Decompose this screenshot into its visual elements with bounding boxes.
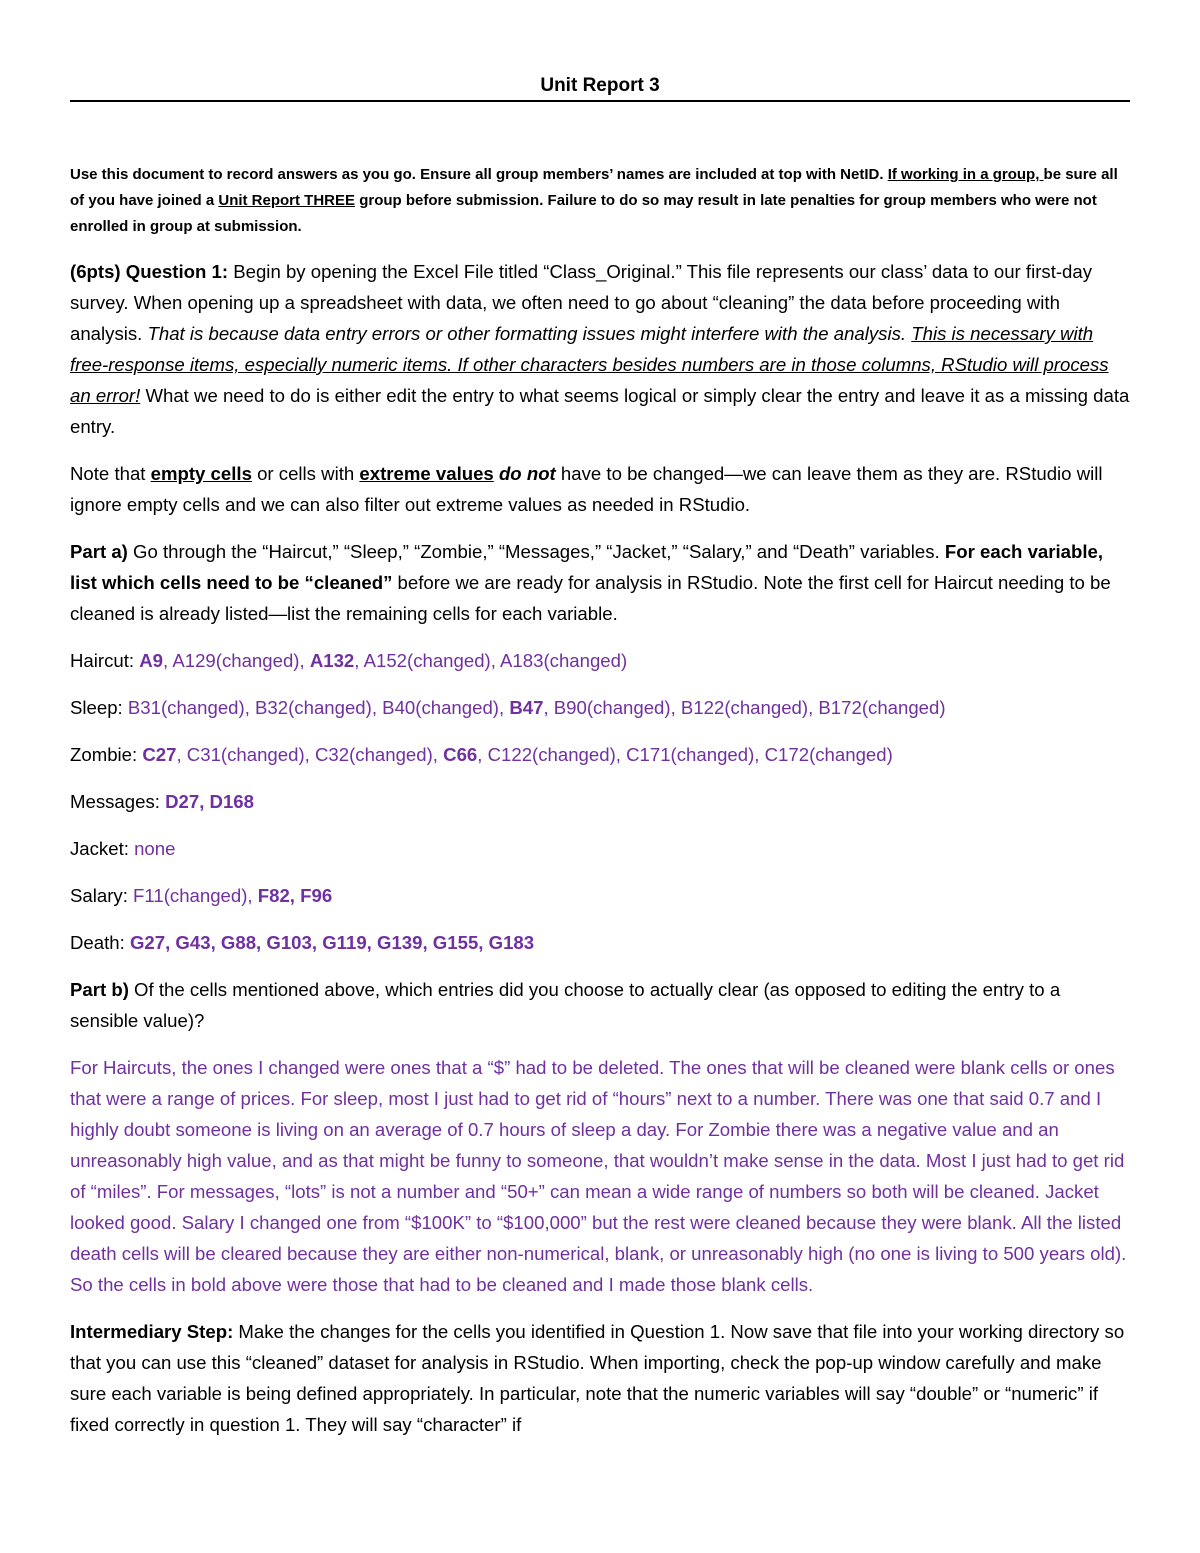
sleep-line bbox=[70, 692, 1130, 723]
question-1-warning: This is necessary with free-response items, especially numeric items. If other characters besides numbers are in those columns, RStudio will process an error! bbox=[70, 323, 1109, 406]
jacket-cells: none bbox=[134, 838, 176, 859]
salary-label: Salary: bbox=[70, 885, 134, 906]
question-1-text-2: What we need to do is either edit the entry to what seems logical or simply clear the entry and leave it as a missing data entry. bbox=[70, 385, 1130, 437]
question-1-paragraph bbox=[70, 256, 1130, 442]
note-paragraph bbox=[70, 458, 1130, 520]
note-text-3: have to be changed—we can leave them as they are. RStudio will ignore empty cells and we can also filter out extreme values as needed in RStudio. bbox=[70, 463, 1103, 515]
haircut-cells: , A129(changed), bbox=[163, 650, 310, 671]
haircut-label: Haircut: bbox=[70, 650, 140, 671]
question-1-label: (6pts) Question 1: bbox=[70, 261, 229, 282]
jacket-label: Jacket: bbox=[70, 838, 135, 859]
part-b-text: Of the cells mentioned above, which entries did you choose to actually clear (as opposed to editing the entry to a sensible value)? bbox=[70, 979, 1061, 1031]
part-a-text-2: before we are ready for analysis in RStudio. Note the first cell for Haircut needing to be cleaned is already listed—list the remaining cells for each variable. bbox=[70, 572, 1111, 624]
intro-group-name: Unit Report THREE bbox=[218, 192, 356, 209]
question-1-text: Begin by opening the Excel File titled “Class_Original.” This file represents our class’ data to our first-day survey. When opening up a spreadsheet with data, we often need to go about “cleaning” the data before proceeding with analysis. bbox=[70, 261, 1093, 344]
haircut-line bbox=[70, 645, 1130, 676]
zombie-cells-2: , C122(changed), C171(changed), C172(changed) bbox=[477, 744, 893, 765]
jacket-line bbox=[70, 833, 1130, 864]
note-extreme-values: extreme values bbox=[359, 463, 494, 484]
part-a-instruction: For each variable, list which cells need to be “cleaned” bbox=[70, 541, 1104, 593]
question-1-italic: That is because data entry errors or other formatting issues might interfere with the analysis. bbox=[147, 323, 912, 344]
intermediary-step-paragraph bbox=[70, 1316, 1130, 1440]
sleep-label: Sleep: bbox=[70, 697, 128, 718]
death-label: Death: bbox=[70, 932, 130, 953]
intro-paragraph bbox=[70, 162, 1130, 240]
death-cells: G27, G43, G88, G103, G119, G139, G155, G183 bbox=[129, 932, 535, 953]
messages-cells: D27, D168 bbox=[165, 791, 254, 812]
sleep-cells: B31(changed), B32(changed), B40(changed), bbox=[127, 697, 510, 718]
zombie-label: Zombie: bbox=[70, 744, 143, 765]
note-text-2: or cells with bbox=[251, 463, 360, 484]
intermediary-step-text: Make the changes for the cells you identified in Question 1. Now save that file into your working directory so that you can use this “cleaned” dataset for analysis in RStudio. When importing, check the pop-up window carefully and make sure each variable is being defined appropriately. In particular, note that the numeric variables will say “double” or “numeric” if fixed correctly in question 1. They will say “character” if bbox=[70, 1321, 1125, 1435]
intermediary-step-label: Intermediary Step: bbox=[70, 1321, 234, 1342]
intro-text: Use this document to record answers as you go. Ensure all group members’ names are included at top with NetID. bbox=[70, 166, 888, 183]
haircut-cells-2: , A152(changed), A183(changed) bbox=[354, 650, 628, 671]
intro-text-2: be sure all of you have joined a bbox=[70, 166, 1118, 209]
messages-line bbox=[70, 786, 1130, 817]
sleep-cells-2: , B90(changed), B122(changed), B172(changed) bbox=[543, 697, 946, 718]
title-divider bbox=[70, 100, 1130, 102]
zombie-cells: , C31(changed), C32(changed), bbox=[176, 744, 444, 765]
haircut-cell-bold-2: A132 bbox=[309, 650, 355, 671]
part-b-answer: For Haircuts, the ones I changed were ones that a “$” had to be deleted. The ones that will be cleaned were blank cells or ones that were a range of prices. For sleep, most I just had to get rid of “hours” next to a number. There was one that said 0.7 and I highly doubt someone is living on an average of 0.7 hours of sleep a day. For Zombie there was a negative value and an unreasonably high value, and as that might be funny to someone, that wouldn’t make sense in the data. Most I just had to get rid of “miles”. For messages, “lots” is not a number and “50+” can mean a wide range of numbers so both will be cleaned. Jacket looked good. Salary I changed one from “$100K” to “$100,000” but the rest were cleaned because they were blank. All the listed death cells will be cleared because they are either non-numerical, blank, or unreasonably high (no one is living to 500 years old). So the cells in bold above were those that had to be cleaned and I made those blank cells. bbox=[70, 1057, 1127, 1295]
part-a-label: Part a) bbox=[70, 541, 128, 562]
zombie-line bbox=[70, 739, 1130, 770]
note-do-not: do not bbox=[498, 463, 556, 484]
note-empty-cells: empty cells bbox=[150, 463, 252, 484]
document-body bbox=[70, 256, 1130, 1456]
zombie-cell-bold-2: C66 bbox=[443, 744, 478, 765]
part-b-label: Part b) bbox=[70, 979, 129, 1000]
salary-cells: F11(changed), bbox=[133, 885, 258, 906]
part-a-paragraph bbox=[70, 536, 1130, 629]
page-title: Unit Report 3 bbox=[540, 75, 660, 96]
death-line bbox=[70, 927, 1130, 958]
salary-cells-bold: F82, F96 bbox=[257, 885, 333, 906]
haircut-cell-bold: A9 bbox=[139, 650, 164, 671]
intro-group-note: If working in a group, bbox=[887, 166, 1044, 183]
note-text: Note that bbox=[70, 463, 151, 484]
messages-label: Messages: bbox=[70, 791, 166, 812]
intro-text-3: group before submission. Failure to do so may result in late penalties for group members who were not enrolled in group at submission. bbox=[70, 192, 1097, 235]
salary-line bbox=[70, 880, 1130, 911]
part-a-text: Go through the “Haircut,” “Sleep,” “Zombie,” “Messages,” “Jacket,” “Salary,” and “Death” variables. bbox=[127, 541, 945, 562]
zombie-cell-bold: C27 bbox=[142, 744, 177, 765]
sleep-cell-bold: B47 bbox=[509, 697, 544, 718]
part-b-paragraph bbox=[70, 974, 1130, 1036]
